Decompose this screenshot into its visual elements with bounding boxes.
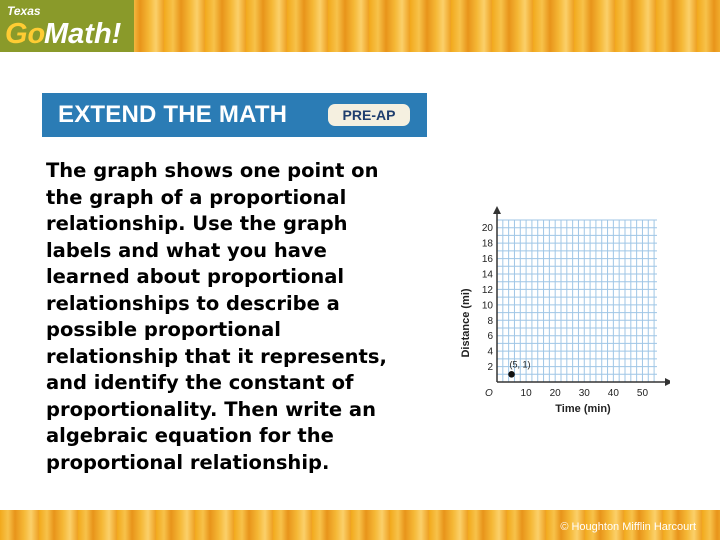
x-tick-label: 20 <box>549 388 561 399</box>
bottom-decorative-band <box>0 510 720 540</box>
problem-line: labels and what you have <box>46 238 327 262</box>
y-tick-label: 18 <box>481 238 493 250</box>
logo-math-text: Math! <box>44 18 122 50</box>
y-tick-label: 2 <box>487 362 493 374</box>
problem-line: The graph shows one point on <box>46 159 379 182</box>
y-axis-label: Distance (mi) <box>460 288 472 358</box>
problem-text <box>46 158 431 476</box>
origin-label: O <box>485 388 493 399</box>
go-math-logo <box>0 0 134 52</box>
problem-line: learned about proportional <box>46 265 345 288</box>
x-axis-arrow-icon <box>665 378 670 386</box>
logo-go-text: Go <box>5 18 46 50</box>
problem-line: proportionality. Then write an <box>46 397 376 421</box>
y-tick-label: 4 <box>487 346 493 358</box>
y-tick-label: 14 <box>481 269 493 281</box>
x-tick-label: 10 <box>520 388 532 399</box>
x-tick-label: 30 <box>578 388 590 399</box>
extend-the-math-banner <box>42 93 427 137</box>
y-tick-label: 10 <box>481 300 493 312</box>
problem-line: relationship. Use the graph <box>46 212 348 235</box>
logo-state-text: Texas <box>7 4 41 18</box>
problem-line: algebraic equation for the <box>46 424 334 447</box>
data-point <box>508 371 515 378</box>
y-tick-label: 8 <box>487 315 493 327</box>
x-tick-label: 50 <box>636 388 649 399</box>
y-tick-label: 20 <box>481 223 493 235</box>
banner-title: EXTEND THE MATH <box>58 101 288 128</box>
pre-ap-badge <box>328 104 410 126</box>
pre-ap-badge-text: PRE-AP <box>342 107 396 123</box>
y-tick-label: 12 <box>481 284 493 296</box>
y-tick-label: 6 <box>487 331 493 343</box>
problem-line: proportional relationship. <box>46 450 330 474</box>
problem-line: relationship that it represents, <box>46 344 387 368</box>
x-axis-label: Time (min) <box>555 403 611 415</box>
copyright-text: © Houghton Mifflin Harcourt <box>560 521 696 533</box>
problem-line: the graph of a proportional <box>46 185 347 209</box>
problem-line: and identify the constant of <box>46 371 354 394</box>
x-tick-label: 40 <box>607 388 619 399</box>
proportional-graph <box>455 200 670 430</box>
point-label: (5, 1) <box>509 359 531 370</box>
y-tick-label: 16 <box>481 254 493 266</box>
problem-line: possible proportional <box>46 318 281 341</box>
problem-line: relationships to describe a <box>46 291 340 315</box>
y-axis-arrow-icon <box>493 206 501 214</box>
